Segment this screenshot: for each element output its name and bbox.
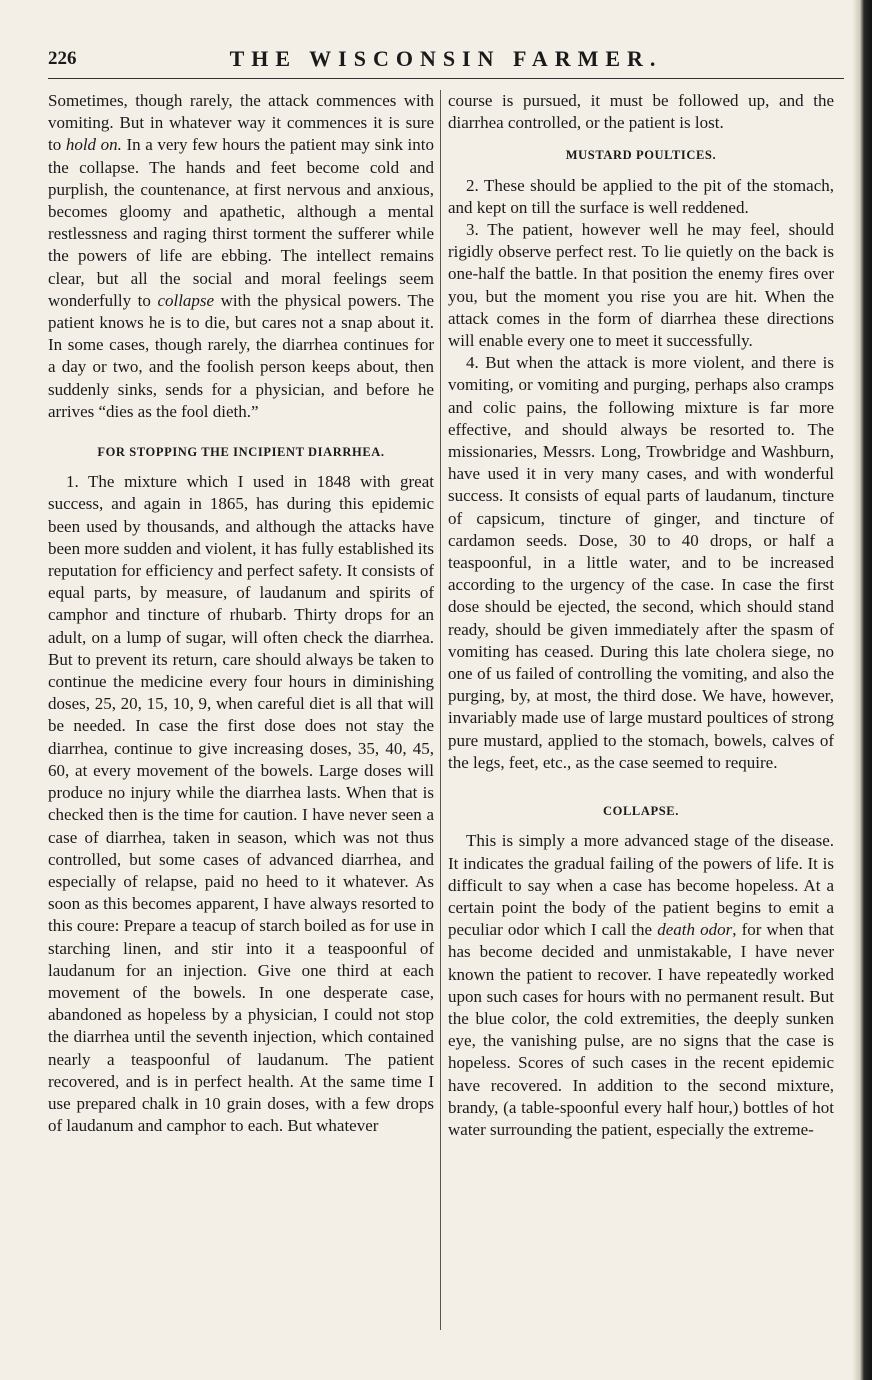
section-heading: COLLAPSE. bbox=[603, 804, 679, 819]
paragraph: 4. But when the attack is more violent, and there is vomiting, or vomiting and purging, perhaps also cramps and colic pains, the following mixture is far more effective, and should always be resorted to. The missionaries, Messrs. Long, Trowbridge and Washburn, have used it in very many cases, and with wonderful success. It consists of equal parts of laudanum, tincture of capsicum, tincture of ginger, and tincture of cardamon seeds. Dose, 30 to 40 drops, or half a teaspoonful, in a little water, and to be increased according to the urgency of the case. In case the first dose should be ejected, the second, which should stand ready, should be given immediately after the spasm of vomiting has ceased. During this late cholera siege, no one of us failed of controlling the vomiting, and also the purging, by, at most, the third dose. We have, however, invariably made use of large mustard poultices of strong pure mustard, applied to the stomach, bowels, calves of the legs, feet, etc., as the case seemed to require. bbox=[448, 353, 834, 772]
paragraph: This is simply a more advanced stage of the disease. It indicates the gradual failing of the powers of life. It is difficult to say when a case has become hopeless. At a certain point the body of the patient begins to emit a peculiar odor which I call the death odor, for when that has become decided and unmistakable, I have never known the patient to recover. I have repeatedly worked upon such cases for hours with no permanent result. But the blue color, the cold extremities, the deeply sunken eye, the vanishing pulse, are no signs that the case is hopeless. Scores of such cases in the recent epidemic have recovered. In addition to the second mixture, brandy, (a table-spoonful every half hour,) bottles of hot water surrounding the patient, especially the extreme- bbox=[448, 831, 834, 1139]
paragraph: course is pursued, it must be followed up, and the diarrhea controlled, or the patient is lost. bbox=[448, 91, 834, 133]
journal-title: THE WISCONSIN FARMER. bbox=[229, 46, 663, 71]
page-header bbox=[48, 44, 844, 79]
section-heading: FOR STOPPING THE INCIPIENT DIARRHEA. bbox=[97, 445, 385, 460]
paragraph: 3. The patient, however well he may feel, should rigidly observe perfect rest. To lie quietly on the back is one-half the battle. In that position the enemy fires over you, but the moment you rise you are hit. When the attack comes in the form of diarrhea these directions will enable every one to meet it successfully. bbox=[448, 220, 834, 351]
page-edge-shadow bbox=[852, 0, 872, 1380]
section-heading: MUSTARD POULTICES. bbox=[565, 148, 717, 163]
page-number: 226 bbox=[48, 48, 77, 69]
paragraph: 1. The mixture which I used in 1848 with great success, and again in 1865, has during this epidemic been used by thousands, and although the attacks have been more sudden and violent, it has fully established its reputation for efficiency and perfect safety. It consists of equal parts, by measure, of laudanum and spirits of camphor and tincture of rhubarb. Thirty drops for an adult, on a lump of sugar, will often check the diarrhea. But to prevent its return, care should always be taken to continue the medicine every four hours in diminishing doses, 25, 20, 15, 10, 9, when careful diet is all that will be needed. In case the first dose does not stay the diarrhea, continue to give increasing doses, 35, 40, 45, 60, at every movement of the bowels. Large doses will produce no injury while the diarrhea lasts. When that is checked then is the time for caution. I have never seen a case of diarrhea, taken in season, which was not thus controlled, but some cases of advanced diarrhea, and especially of relapse, paid no heed to it whatever. As soon as this becomes apparent, I have always resorted to this coure: Prepare a teacup of starch boiled as for use in starching linen, and stir into it a teaspoonful of laudanum for an injection. Give one third at each movement of the bowels. In one desperate case, abandoned as hopeless by a physician, I could not stop the diarrhea until the seventh injection, which contained nearly a teaspoonful of laudanum. The patient recovered, and is in perfect health. At the same time I use prepared chalk in 10 grain doses, with a few drops of laudanum and camphor to each. But whatever bbox=[48, 472, 434, 1136]
right-column bbox=[448, 90, 834, 1141]
paragraph: 2. These should be applied to the pit of the stomach, and kept on till the surface is well reddened. bbox=[448, 175, 834, 217]
column-divider bbox=[440, 90, 441, 1330]
left-column bbox=[48, 90, 434, 1137]
paragraph: Sometimes, though rarely, the attack commences with vomiting. But in whatever way it commences it is sure to hold on. In a very few hours the patient may sink into the collapse. The hands and feet become cold and purplish, the countenance, at first nervous and anxious, becomes gloomy and apathetic, although a mental restlessness and raging thirst torment the sufferer while the powers of life are ebbing. The intellect remains clear, but all the social and moral feelings seem wonderfully to collapse with the physical powers. The patient knows he is to die, but cares not a snap about it. In some cases, though rarely, the diarrhea continues for a day or two, and the foolish person keeps about, then suddenly sinks, sends for a physician, and before he arrives “dies as the fool dieth.” bbox=[48, 91, 434, 421]
